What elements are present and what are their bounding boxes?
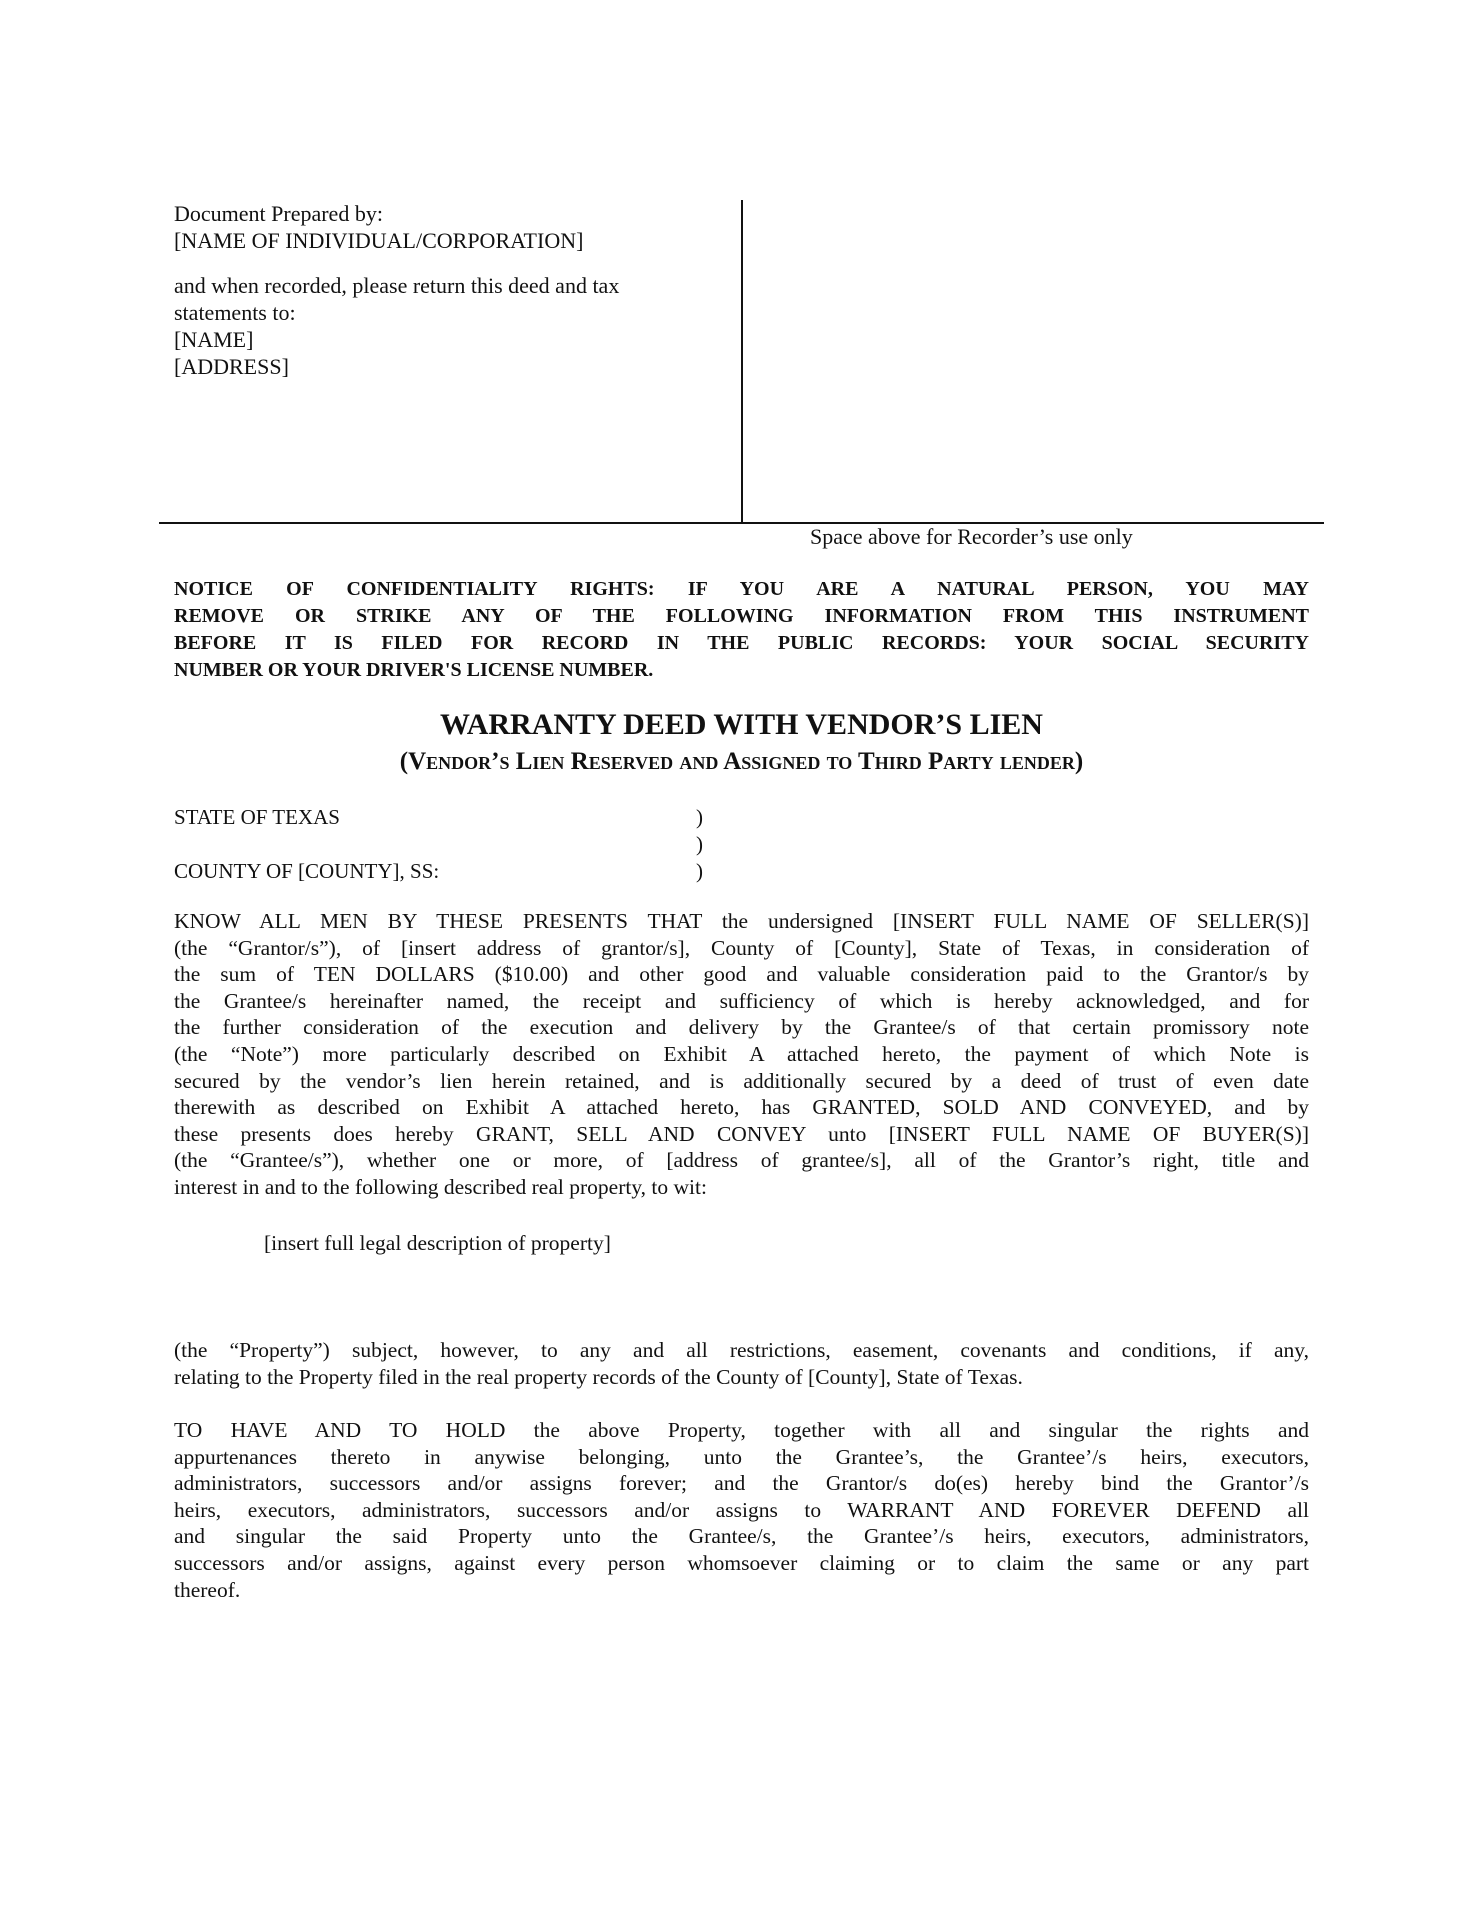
recorder-box-divider (741, 200, 743, 524)
return-name: [NAME] (174, 327, 254, 352)
prepared-by-label: Document Prepared by: (174, 201, 383, 226)
venue-state: STATE OF TEXAS (174, 805, 340, 829)
body-line: thereof. (174, 1577, 241, 1602)
body-line: TO HAVE AND TO HOLD the above Property, together with all and singular the rights and (174, 1418, 1309, 1442)
venue-paren: ) (696, 859, 703, 883)
venue-paren: ) (696, 832, 703, 856)
body-line: successors and/or assigns, against every person whomsoever claiming or to claim the same or any part (174, 1550, 1309, 1575)
body-line: KNOW ALL MEN BY THESE PRESENTS THAT the undersigned [INSERT FULL NAME OF SELLER(S)] (174, 909, 1309, 933)
body-line: relating to the Property filed in the real property records of the County of [County], State of Texas. (174, 1364, 1023, 1389)
body-line: the further consideration of the execution and delivery by the Grantee/s of that certain promissory note (174, 1015, 1309, 1040)
body-line: appurtenances thereto in anywise belonging, unto the Grantee’s, the Grantee’/s heirs, executors, (174, 1444, 1309, 1469)
notice-line: BEFORE IT IS FILED FOR RECORD IN THE PUBLIC RECORDS: YOUR SOCIAL SECURITY (174, 632, 1309, 654)
body-line: interest in and to the following described real property, to wit: (174, 1174, 707, 1199)
venue-block (174, 804, 734, 885)
notice-line: NUMBER OR YOUR DRIVER'S LICENSE NUMBER. (174, 659, 654, 681)
body-line: (the “Note”) more particularly described on Exhibit A attached hereto, the payment of which Note is (174, 1041, 1309, 1066)
document-subtitle: (Vendor’s Lien Reserved and Assigned to Third Party lender) (399, 748, 1084, 775)
recorder-space-rule (159, 522, 1324, 524)
body-line: these presents does hereby GRANT, SELL AND CONVEY unto [INSERT FULL NAME OF BUYER(S)] (174, 1121, 1309, 1146)
property-paragraph (174, 1337, 1309, 1390)
conveyance-paragraph (174, 908, 1309, 1201)
body-line: secured by the vendor’s lien herein retained, and is additionally secured by a deed of trust of even date (174, 1068, 1309, 1093)
notice-line: REMOVE OR STRIKE ANY OF THE FOLLOWING INFORMATION FROM THIS INSTRUMENT (174, 605, 1309, 627)
prepared-by-value: [NAME OF INDIVIDUAL/CORPORATION] (174, 228, 584, 253)
return-instructions-line-2: statements to: (174, 300, 296, 325)
body-line: (the “Grantor/s”), of [insert address of grantor/s], County of [County], State of Texas, in consideration of (174, 935, 1309, 960)
habendum-paragraph (174, 1417, 1309, 1603)
notice-line: NOTICE OF CONFIDENTIALITY RIGHTS: IF YOU ARE A NATURAL PERSON, YOU MAY (174, 578, 1309, 600)
preparer-block (174, 200, 619, 380)
confidentiality-notice (174, 576, 1309, 684)
venue-paren: ) (696, 805, 703, 829)
return-instructions-line-1: and when recorded, please return this deed and tax (174, 273, 620, 298)
legal-description-placeholder: [insert full legal description of property] (264, 1231, 611, 1255)
body-line: (the “Property”) subject, however, to any and all restrictions, easement, covenants and conditions, if any, (174, 1338, 1309, 1362)
recorder-note: Space above for Recorder’s use only (810, 524, 1133, 549)
document-title: WARRANTY DEED WITH VENDOR’S LIEN (440, 708, 1043, 741)
body-line: heirs, executors, administrators, successors and/or assigns to WARRANT AND FOREVER DEFEND all (174, 1497, 1309, 1522)
body-line: the Grantee/s hereinafter named, the receipt and sufficiency of which is hereby acknowledged, and for (174, 988, 1309, 1013)
body-line: the sum of TEN DOLLARS ($10.00) and other good and valuable consideration paid to the Grantor/s by (174, 962, 1309, 987)
body-line: and singular the said Property unto the Grantee/s, the Grantee’/s heirs, executors, administrators, (174, 1524, 1309, 1549)
body-line: (the “Grantee/s”), whether one or more, of [address of grantee/s], all of the Grantor’s right, title and (174, 1148, 1309, 1173)
return-address: [ADDRESS] (174, 354, 289, 379)
venue-county: COUNTY OF [COUNTY], SS: (174, 859, 440, 883)
body-line: therewith as described on Exhibit A attached hereto, has GRANTED, SOLD AND CONVEYED, and by (174, 1095, 1309, 1120)
body-line: administrators, successors and/or assigns forever; and the Grantor/s do(es) hereby bind the Grantor’/s (174, 1471, 1309, 1496)
